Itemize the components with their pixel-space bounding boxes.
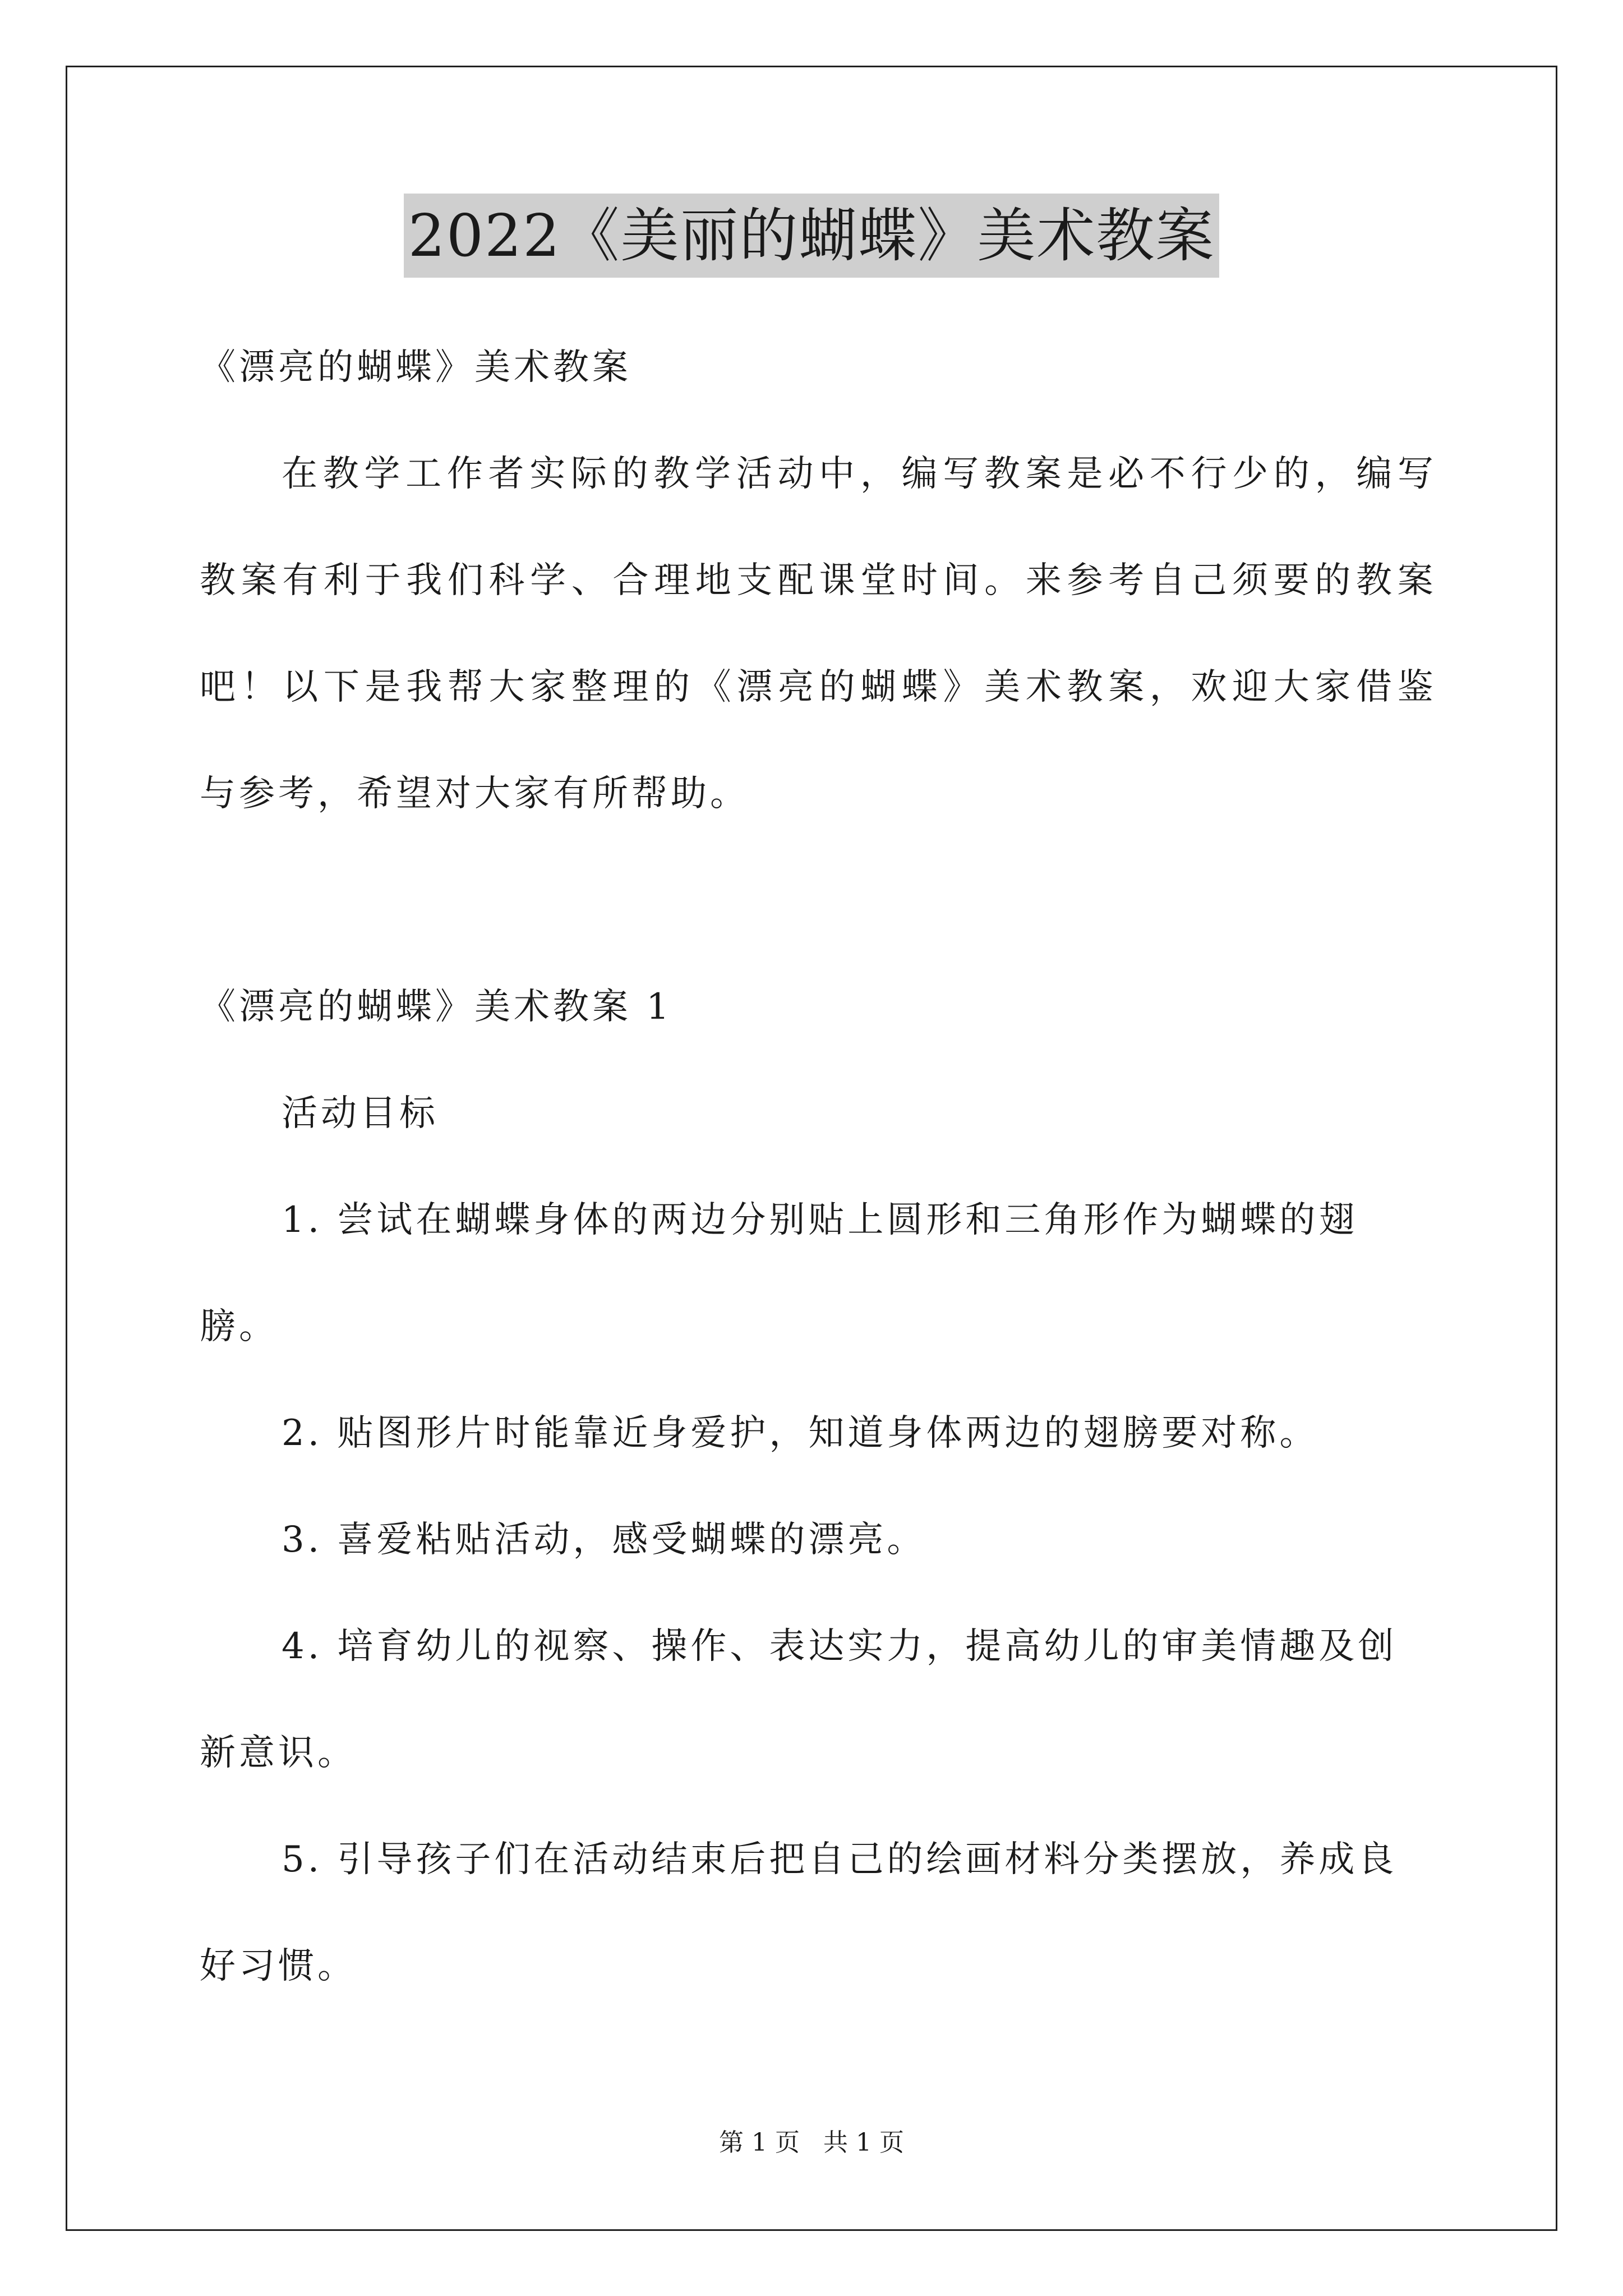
intro-line-1 [200, 421, 1433, 527]
char: 教 [653, 453, 690, 495]
char: 们 [447, 560, 483, 601]
page-number: 第 1 页 [719, 2128, 800, 2157]
char: 配 [777, 560, 814, 601]
char: 大 [1273, 666, 1310, 708]
char: 学 [530, 560, 566, 601]
char: 鉴 [1397, 666, 1433, 708]
char: 有 [282, 560, 319, 601]
char: 自 [1149, 560, 1186, 601]
goal-4: 4. 培育幼儿的视察、操作、表达实力，提高幼儿的审美情趣及创 [282, 1626, 1398, 1667]
char: 亮 [777, 666, 814, 708]
char: 中 [819, 453, 855, 495]
char: 案 [241, 560, 277, 601]
char: 动 [777, 453, 814, 495]
spacer [200, 847, 1433, 954]
char: 整 [571, 666, 607, 708]
goal-4-continued: 新意识。 [200, 1732, 357, 1774]
char: 家 [530, 666, 566, 708]
goal-3: 3. 喜爱粘贴活动，感受蝴蝶的漂亮。 [282, 1519, 926, 1561]
char: 堂 [860, 560, 897, 601]
char: 在 [282, 453, 317, 495]
char: 教 [200, 560, 236, 601]
char: 支 [736, 560, 773, 601]
char: 《 [695, 666, 731, 708]
char: 工 [405, 453, 442, 495]
char: 理 [654, 560, 690, 601]
char: 要 [1273, 560, 1310, 601]
goal-5: 5. 引导孩子们在活动结束后把自己的绘画材料分类摆放，养成良 [282, 1839, 1398, 1880]
char: 行 [1191, 453, 1227, 495]
char: 利 [323, 560, 359, 601]
char: 间 [943, 560, 979, 601]
char: 美 [984, 666, 1021, 708]
char: 编 [901, 453, 938, 495]
goals-heading: 活动目标 [282, 1093, 439, 1134]
char: 的 [1273, 453, 1310, 495]
char: 我 [406, 560, 442, 601]
char: 大 [488, 666, 525, 708]
document-title: 2022《美丽的蝴蝶》美术教案 [404, 194, 1220, 278]
char: ， [860, 453, 896, 495]
char: 合 [612, 560, 649, 601]
char: 学 [695, 453, 731, 495]
char: 于 [365, 560, 401, 601]
char: 必 [1108, 453, 1145, 495]
char: 帮 [447, 666, 483, 708]
char: 实 [529, 453, 566, 495]
char: 编 [1356, 453, 1393, 495]
char: 作 [446, 453, 483, 495]
char: 的 [819, 666, 855, 708]
char: 参 [1067, 560, 1103, 601]
char: 案 [1397, 560, 1433, 601]
char: 术 [1025, 666, 1062, 708]
goal-1: 1. 尝试在蝴蝶身体的两边分别贴上圆形和三角形作为蝴蝶的翅 [282, 1199, 1358, 1241]
char: 我 [406, 666, 442, 708]
char: 以 [282, 666, 319, 708]
goal-5-continued: 好习惯。 [200, 1945, 357, 1987]
char: 蝶 [901, 666, 938, 708]
char: 地 [695, 560, 731, 601]
char: 迎 [1232, 666, 1269, 708]
char: 的 [1315, 560, 1351, 601]
intro-line-3 [200, 634, 1433, 740]
char: 的 [612, 453, 648, 495]
char: 课 [819, 560, 855, 601]
char: 教 [322, 453, 359, 495]
section-title: 《漂亮的蝴蝶》美术教案 1 [200, 986, 673, 1028]
char: 须 [1232, 560, 1269, 601]
char: ， [1315, 453, 1351, 495]
char: 。 [984, 560, 1021, 601]
char: 者 [488, 453, 524, 495]
char: 不 [1149, 453, 1186, 495]
intro-line-4: 与参考，希望对大家有所帮助。 [200, 773, 749, 815]
char: 时 [901, 560, 938, 601]
char: 来 [1025, 560, 1062, 601]
total-pages: 共 1 页 [823, 2128, 904, 2157]
document-subtitle: 《漂亮的蝴蝶》美术教案 [200, 347, 631, 388]
char: 是 [1067, 453, 1103, 495]
char: 写 [943, 453, 979, 495]
title-container [0, 194, 1623, 278]
intro-line-2 [200, 527, 1433, 634]
char: 教 [984, 453, 1020, 495]
char: 理 [612, 666, 649, 708]
char: 科 [488, 560, 525, 601]
char: 教 [1355, 560, 1392, 601]
goal-1-continued: 膀。 [200, 1306, 278, 1347]
char: 己 [1191, 560, 1227, 601]
char: 漂 [736, 666, 773, 708]
char: ， [1149, 666, 1186, 708]
char: 家 [1315, 666, 1351, 708]
char: 是 [365, 666, 401, 708]
char: 案 [1108, 666, 1145, 708]
goal-2: 2. 贴图形片时能靠近身爱护，知道身体两边的翅膀要对称。 [282, 1412, 1319, 1454]
char: 活 [736, 453, 772, 495]
char: ！ [241, 666, 277, 708]
char: 吧 [200, 666, 236, 708]
char: 蝴 [860, 666, 897, 708]
char: 考 [1108, 560, 1145, 601]
char: 际 [570, 453, 607, 495]
page-footer [0, 2126, 1623, 2160]
char: 下 [323, 666, 359, 708]
char: 、 [571, 560, 607, 601]
char: 少 [1232, 453, 1269, 495]
char: 写 [1397, 453, 1433, 495]
char: 学 [364, 453, 400, 495]
document-body [200, 314, 1433, 2019]
char: 借 [1355, 666, 1392, 708]
char: 欢 [1191, 666, 1227, 708]
char: 》 [943, 666, 979, 708]
char: 的 [654, 666, 690, 708]
char: 教 [1067, 666, 1103, 708]
char: 案 [1025, 453, 1062, 495]
